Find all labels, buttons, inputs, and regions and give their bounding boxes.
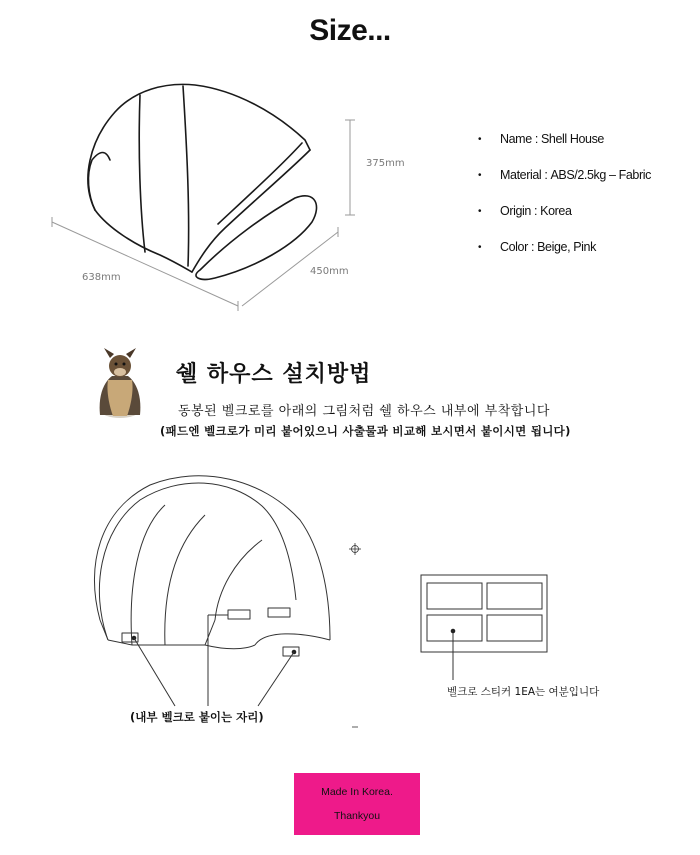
spec-item-color: • Color : Beige, Pink: [478, 240, 596, 254]
width-dimension: 638mm: [82, 272, 121, 283]
velcro-spot-label: (내부 벨크로 붙이는 자리): [130, 710, 264, 724]
depth-dimension: 450mm: [310, 266, 349, 277]
install-note: (패드엔 벨크로가 미리 붙어있으니 사출물과 비교해 보시면서 붙이시면 됩니다): [160, 424, 571, 438]
made-in-korea-banner: [294, 773, 420, 835]
sticker-note: 벨크로 스티커 1EA는 여분입니다: [447, 686, 600, 698]
spec-item-material: • Material : ABS/2.5kg – Fabric: [478, 168, 651, 182]
velcro-sticker-sheet: [421, 575, 547, 680]
footer-line-2: Thankyou: [333, 810, 381, 822]
height-dimension: 375mm: [366, 158, 405, 169]
install-heading: 쉘 하우스 설치방법: [176, 362, 372, 387]
install-description: 동봉된 벨크로를 아래의 그림처럼 쉘 하우스 내부에 부착합니다: [178, 404, 550, 419]
spec-item-name: • Name : Shell House: [478, 132, 604, 146]
footer-line-1: Made In Korea.: [321, 786, 393, 798]
page-title: Size...: [309, 14, 391, 47]
spec-item-origin: • Origin : Korea: [478, 204, 572, 218]
spec-list: [478, 132, 651, 276]
dog-photo: [100, 348, 141, 418]
